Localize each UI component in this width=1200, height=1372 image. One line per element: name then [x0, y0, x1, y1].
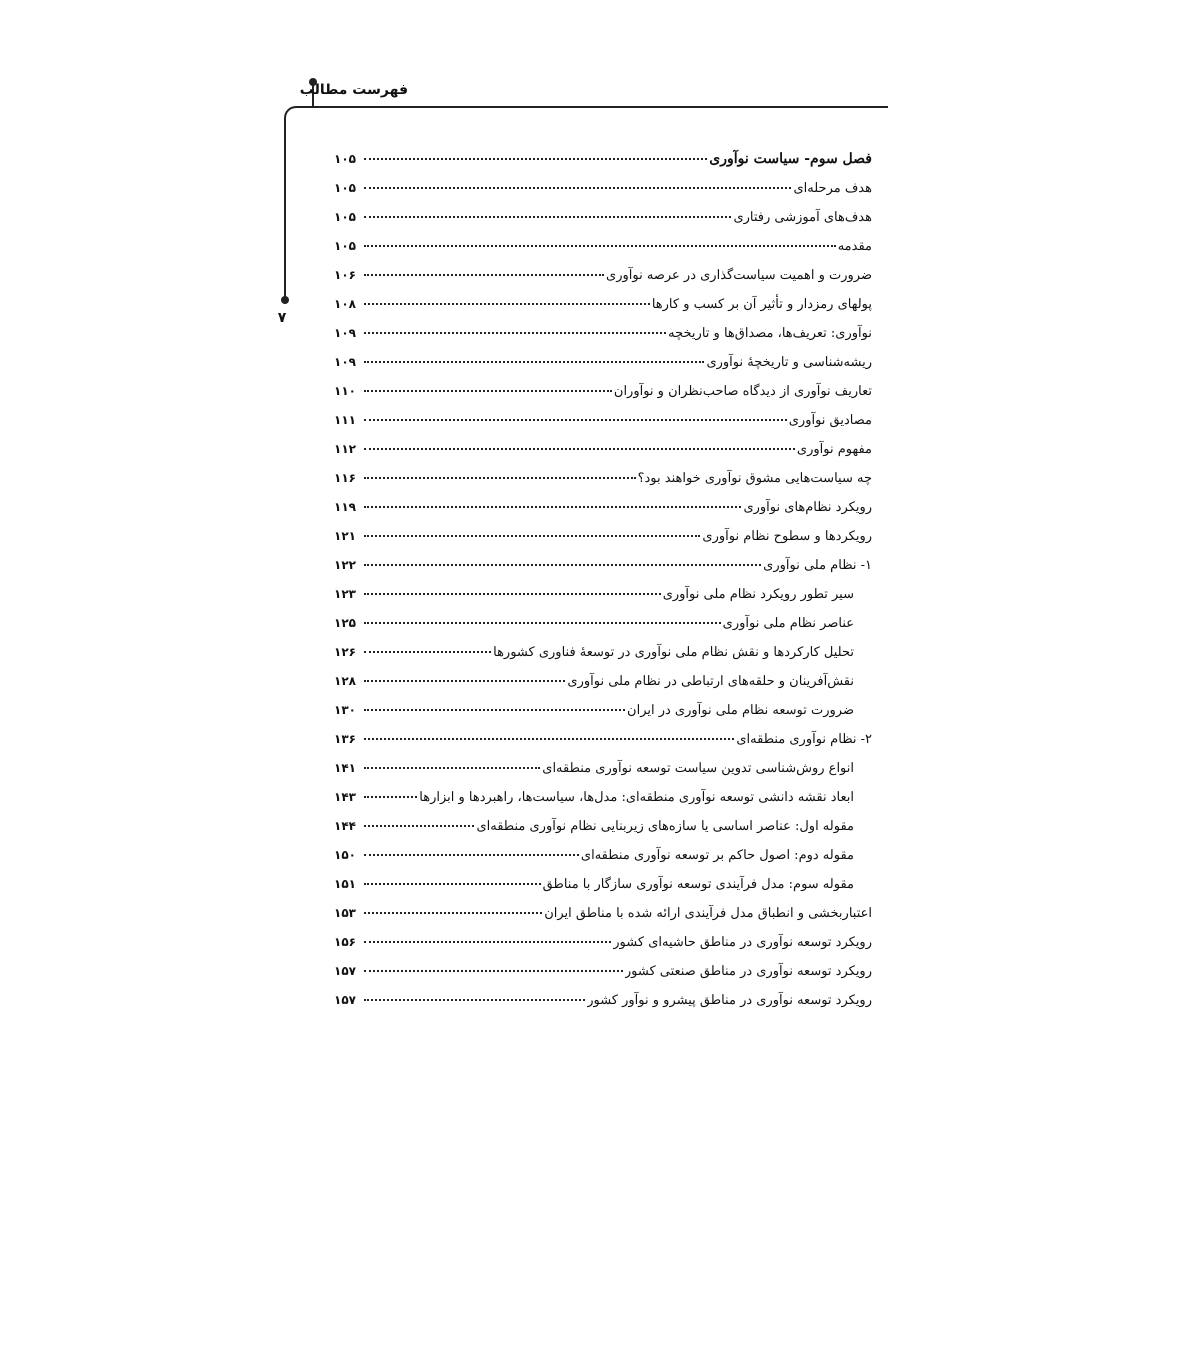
dot-leader — [364, 156, 707, 160]
dot-leader — [364, 997, 585, 1001]
toc-entry — [334, 986, 872, 1015]
dot-leader — [364, 562, 761, 566]
dot-leader — [364, 591, 661, 595]
toc-entry-title: تعاریف نوآوری از دیدگاه صاحب‌نظران و نوآوران — [613, 384, 872, 399]
toc-entry-page: ۱۰۵ — [334, 181, 356, 195]
toc-entry — [334, 812, 872, 841]
rule-dot-bottom — [281, 296, 289, 304]
toc-entry-page: ۱۲۲ — [334, 558, 356, 572]
toc-entry-page: ۱۵۶ — [334, 935, 356, 949]
toc-entry-title: ریشه‌شناسی و تاریخچهٔ نوآوری — [706, 355, 872, 370]
toc-entry-title: رویکرد توسعه نوآوری در مناطق صنعتی کشور — [624, 964, 872, 979]
toc-entry-title: چه سیاست‌هایی مشوق نوآوری خواهند بود؟ — [637, 471, 872, 486]
toc-entry-page: ۱۵۱ — [334, 877, 356, 891]
toc-entry — [334, 551, 872, 580]
toc-entry-page: ۱۰۵ — [334, 152, 356, 166]
toc-entry-page: ۱۳۶ — [334, 732, 356, 746]
toc-entry-page: ۱۱۰ — [334, 384, 356, 398]
toc-entry — [334, 899, 872, 928]
toc-entry-page: ۱۰۸ — [334, 297, 356, 311]
dot-leader — [364, 910, 542, 914]
toc-entry-title: ابعاد نقشه دانشی توسعه نوآوری منطقه‌ای: مدل‌ها، سیاست‌ها، راهبردها و ابزارها — [419, 790, 854, 805]
dot-leader — [364, 272, 604, 276]
running-header: فهرست مطالب — [299, 82, 408, 98]
toc-entry-page: ۱۴۳ — [334, 790, 356, 804]
toc-entry-title: ۱- نظام ملی نوآوری — [763, 558, 872, 573]
toc-entry-page: ۱۲۱ — [334, 529, 356, 543]
dot-leader — [364, 475, 636, 479]
dot-leader — [364, 185, 791, 189]
dot-leader — [364, 939, 611, 943]
dot-leader — [364, 533, 700, 537]
dot-leader — [364, 968, 623, 972]
toc-entry-page: ۱۳۰ — [334, 703, 356, 717]
toc-entry-title: هدف مرحله‌ای — [793, 181, 872, 196]
toc-entry-title: ضرورت و اهمیت سیاست‌گذاری در عرصه نوآوری — [606, 268, 872, 283]
toc-entry — [334, 609, 872, 638]
dot-leader — [364, 620, 721, 624]
dot-leader — [364, 707, 625, 711]
dot-leader — [364, 504, 741, 508]
dot-leader — [364, 678, 565, 682]
toc-entry-page: ۱۱۱ — [334, 413, 356, 427]
toc-entry — [334, 203, 872, 232]
dot-leader — [364, 243, 836, 247]
dot-leader — [364, 330, 666, 334]
toc-entry-page: ۱۵۷ — [334, 964, 356, 978]
toc-entry-page: ۱۰۵ — [334, 210, 356, 224]
toc-entry — [334, 522, 872, 551]
toc-entry-title: مقدمه — [837, 239, 872, 254]
dot-leader — [364, 852, 579, 856]
toc-entry — [334, 174, 872, 203]
toc-entry — [334, 377, 872, 406]
toc-entry-title: مقوله دوم: اصول حاکم بر توسعه نوآوری منطقه‌ای — [580, 848, 854, 863]
toc-entry — [334, 493, 872, 522]
toc-entry-title: رویکرد توسعه نوآوری در مناطق پیشرو و نوآور کشور — [587, 993, 872, 1008]
toc-entry — [334, 435, 872, 464]
dot-leader — [364, 736, 734, 740]
toc-entry-page: ۱۵۳ — [334, 906, 356, 920]
dot-leader — [364, 214, 731, 218]
toc-entry — [334, 957, 872, 986]
toc-entry-page: ۱۰۵ — [334, 239, 356, 253]
toc-entry-page: ۱۵۷ — [334, 993, 356, 1007]
toc-entry-title: نوآوری: تعریف‌ها، مصداق‌ها و تاریخچه — [668, 326, 872, 341]
toc-chapter-heading — [334, 145, 872, 174]
toc-entry — [334, 783, 872, 812]
toc-entry — [334, 348, 872, 377]
toc-entry — [334, 928, 872, 957]
toc-entry-title: مصادیق نوآوری — [788, 413, 872, 428]
toc-entry-title: پولهای رمزدار و تأثیر آن بر کسب و کارها — [651, 297, 872, 312]
dot-leader — [364, 359, 704, 363]
toc-entry — [334, 290, 872, 319]
margin-rule — [284, 118, 286, 298]
table-of-contents — [334, 145, 872, 1015]
toc-entry — [334, 580, 872, 609]
dot-leader — [364, 446, 795, 450]
toc-entry-title: نقش‌آفرینان و حلقه‌های ارتباطی در نظام ملی نوآوری — [567, 674, 854, 689]
toc-entry-page: ۱۰۶ — [334, 268, 356, 282]
page-number: ۷ — [277, 310, 287, 326]
toc-entry-page: ۱۱۲ — [334, 442, 356, 456]
toc-entry — [334, 232, 872, 261]
toc-entry-title: عناصر نظام ملی نوآوری — [722, 616, 854, 631]
toc-entry — [334, 261, 872, 290]
dot-leader — [364, 649, 491, 653]
toc-entry — [334, 696, 872, 725]
toc-entry-title: مقوله اول: عناصر اساسی یا سازه‌های زیربنایی نظام نوآوری منطقه‌ای — [476, 819, 854, 834]
toc-entry — [334, 667, 872, 696]
toc-entry-page: ۱۴۴ — [334, 819, 356, 833]
toc-entry-title: مفهوم نوآوری — [796, 442, 872, 457]
toc-entry — [334, 319, 872, 348]
toc-entry-page: ۱۵۰ — [334, 848, 356, 862]
toc-entry-page: ۱۲۶ — [334, 645, 356, 659]
toc-entry-title: سیر تطور رویکرد نظام ملی نوآوری — [662, 587, 854, 602]
rule-corner — [284, 106, 298, 120]
toc-entry-title: ۲- نظام نوآوری منطقه‌ای — [736, 732, 872, 747]
header-rule — [296, 106, 888, 108]
toc-entry — [334, 638, 872, 667]
toc-entry — [334, 841, 872, 870]
toc-entry-page: ۱۱۶ — [334, 471, 356, 485]
toc-entry — [334, 754, 872, 783]
toc-entry-page: ۱۲۵ — [334, 616, 356, 630]
toc-entry-title: رویکردها و سطوح نظام نوآوری — [702, 529, 872, 544]
toc-entry-title: رویکرد توسعه نوآوری در مناطق حاشیه‌ای کشور — [613, 935, 872, 950]
dot-leader — [364, 765, 540, 769]
dot-leader — [364, 388, 612, 392]
toc-entry-title: انواع روش‌شناسی تدوین سیاست توسعه نوآوری منطقه‌ای — [542, 761, 854, 776]
toc-entry-title: فصل سوم- سیاست نوآوری — [709, 151, 872, 167]
dot-leader — [364, 881, 541, 885]
dot-leader — [364, 417, 787, 421]
toc-entry-title: اعتباربخشی و انطباق مدل فرآیندی ارائه شده با مناطق ایران — [544, 906, 872, 921]
toc-entry-title: ضرورت توسعه نظام ملی نوآوری در ایران — [627, 703, 854, 718]
toc-entry-title: مقوله سوم: مدل فرآیندی توسعه نوآوری سازگار با مناطق — [542, 877, 854, 892]
toc-entry — [334, 464, 872, 493]
toc-entry-page: ۱۲۸ — [334, 674, 356, 688]
toc-entry-page: ۱۱۹ — [334, 500, 356, 514]
toc-entry-page: ۱۲۳ — [334, 587, 356, 601]
toc-entry-page: ۱۰۹ — [334, 355, 356, 369]
toc-entry-page: ۱۴۱ — [334, 761, 356, 775]
toc-entry-title: رویکرد نظام‌های نوآوری — [743, 500, 872, 515]
toc-entry-page: ۱۰۹ — [334, 326, 356, 340]
toc-entry — [334, 725, 872, 754]
toc-entry — [334, 406, 872, 435]
toc-entry — [334, 870, 872, 899]
toc-entry-title: تحلیل کارکردها و نقش نظام ملی نوآوری در توسعهٔ فناوری کشورها — [493, 645, 854, 660]
dot-leader — [364, 301, 650, 305]
toc-entry-title: هدف‌های آموزشی رفتاری — [733, 210, 872, 225]
dot-leader — [364, 823, 474, 827]
dot-leader — [364, 794, 417, 798]
